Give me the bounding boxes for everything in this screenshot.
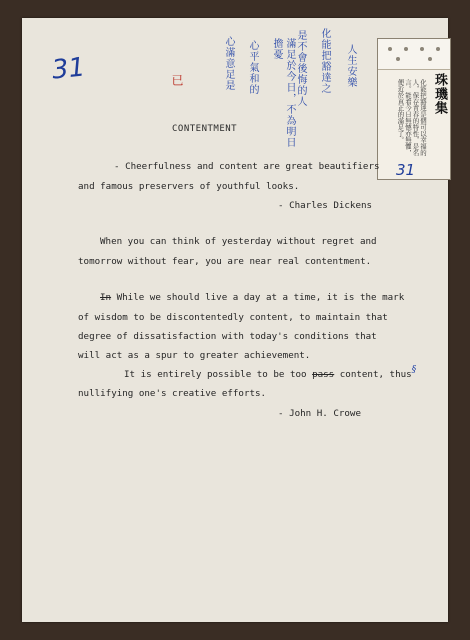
newspaper-clipping [377, 38, 451, 180]
quote1-author: - Charles Dickens [278, 200, 373, 211]
quote3-line3: degree of dissatisfaction with today's conditions that [78, 331, 377, 342]
handwritten-mark: § [411, 364, 417, 375]
quote3-line5-after: content, thus [334, 369, 412, 380]
punch-hole-icon [428, 57, 432, 61]
handwritten-note-b: 心平氣和的 [247, 40, 258, 95]
handwritten-note-c: 滿足於今日，不為明日擔憂 [271, 38, 295, 148]
quote1-line2: and famous preservers of youthful looks. [78, 181, 300, 192]
quote2-line1: When you can think of yesterday without regret and [100, 236, 377, 247]
quote3-line2: of wisdom to be discontentedly content, to maintain that [78, 312, 388, 323]
quote3-line4: will act as a spur to greater achievement. [78, 350, 311, 361]
handwritten-note-d: 是不會後悔的人 [295, 30, 306, 107]
struck-word: In [100, 292, 112, 303]
clipping-body: 化能把豁達是個可以幸福的人，保存青春的特性，是名言。能看今日無憾亦無懼，便近於真正的滿足了。 [396, 79, 427, 156]
punch-hole-icon [388, 47, 392, 51]
document-title: CONTENTMENT [172, 124, 238, 134]
punch-hole-icon [396, 57, 400, 61]
page-number: 31 [50, 52, 87, 86]
handwritten-note-f: 人生安樂 [345, 44, 356, 88]
quote3-author: - John H. Crowe [278, 408, 361, 419]
quote3-line5 [124, 364, 417, 380]
red-annotation-mark: 已 [170, 74, 184, 87]
handwritten-note-e: 化能把豁達之 [319, 28, 330, 94]
quote3-line1-rest: While we should live a day at a time, it is the mark [111, 292, 405, 303]
clipping-headline: 珠璣集 [432, 73, 447, 115]
handwritten-note-a: 心滿意足是 [223, 36, 234, 91]
quote1-line1: - Cheerfulness and content are great beautifiers [114, 161, 380, 172]
quote3-line6: nullifying one's creative efforts. [78, 388, 267, 399]
punch-hole-icon [436, 47, 440, 51]
quote3-line1 [100, 292, 404, 303]
punch-hole-icon [404, 47, 408, 51]
quote2-line2: tomorrow without fear, you are near real contentment. [78, 256, 372, 267]
quote3-line5-before: It is entirely possible to be too [124, 369, 313, 380]
clipping-number: 31 [396, 161, 416, 179]
struck-word-pass: pass [312, 369, 335, 380]
document-page [22, 18, 448, 622]
punch-hole-icon [420, 47, 424, 51]
clipping-header-strip [378, 39, 450, 70]
